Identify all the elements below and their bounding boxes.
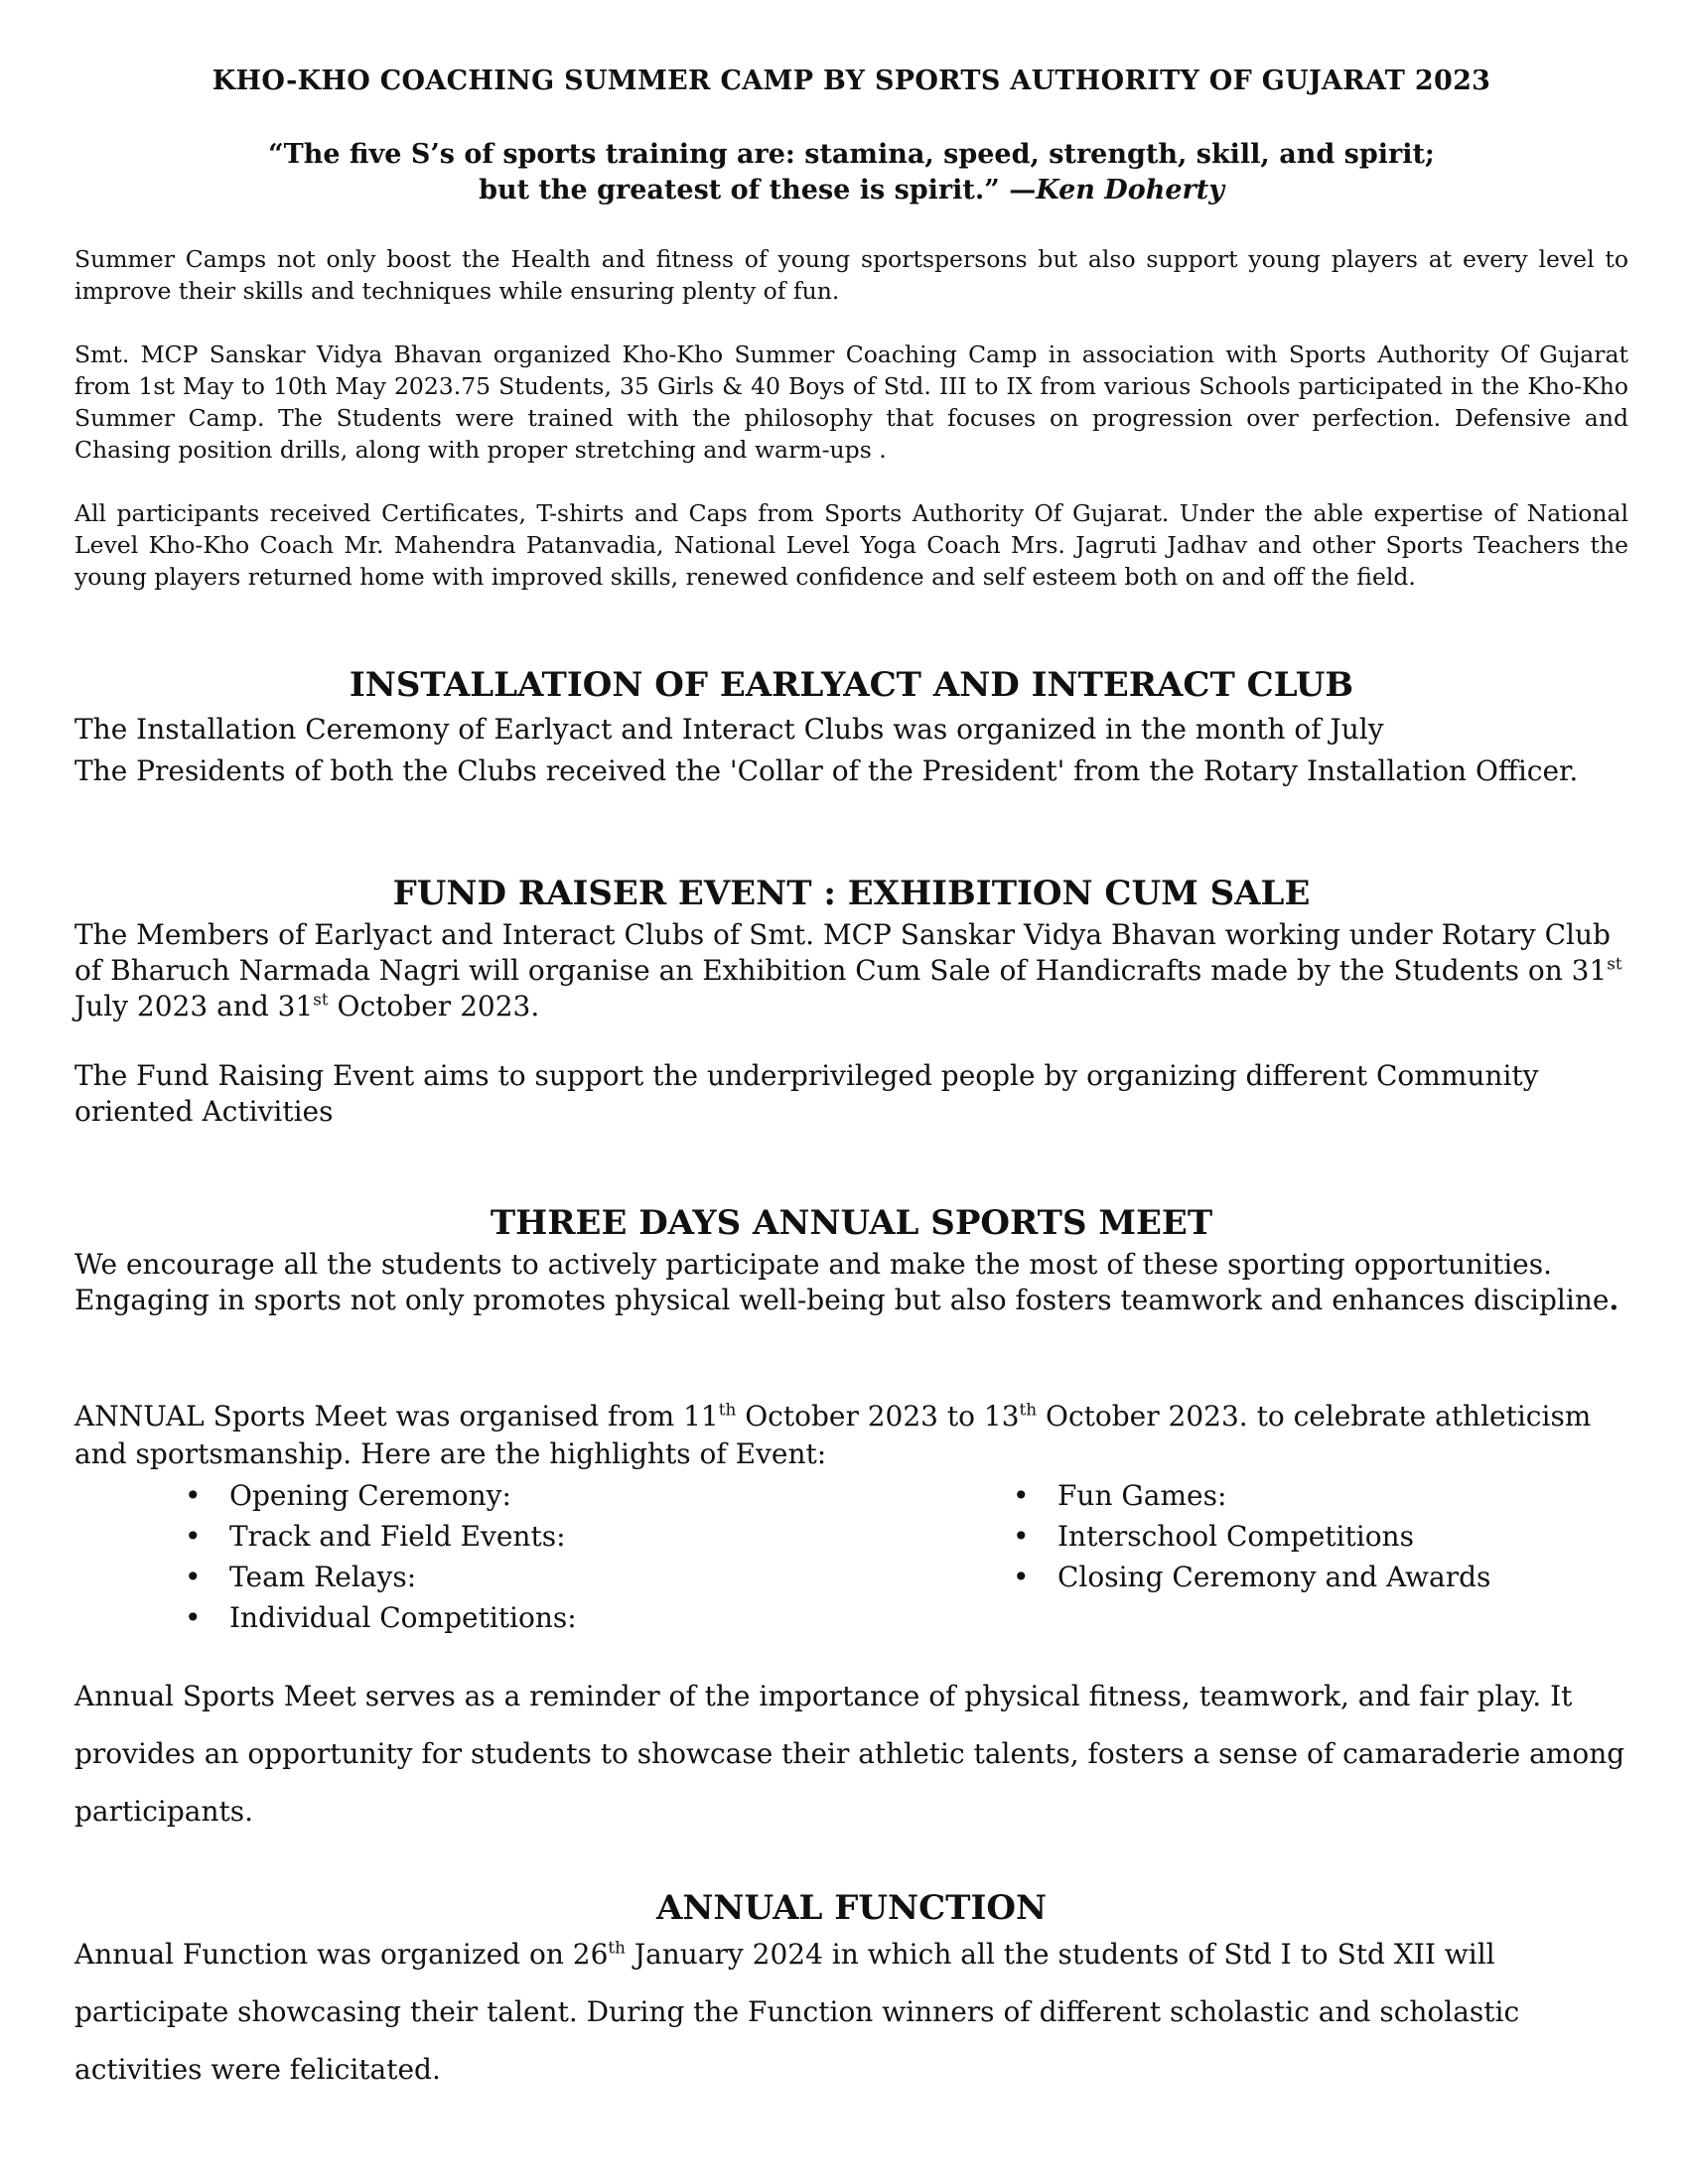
quote-text: but the greatest of these is spirit.” — [479, 175, 1037, 205]
highlights-list-right [1013, 1475, 1628, 1597]
sports-paragraph-2 [74, 1398, 1628, 1473]
function-sup: th [608, 1937, 626, 1958]
sports-paragraph-1 [74, 1247, 1628, 1318]
kho-paragraph-1: Summer Camps not only boost the Health and fitness of young sportspersons but also support young players at every level to improve their skills and techniques while ensuring plenty of fun. [74, 245, 1628, 305]
fund-paragraph-2: The Fund Raising Event aims to support the underprivileged people by organizing different Community oriented Activities [74, 1059, 1539, 1128]
quote [74, 137, 1628, 208]
list-item: • Interschool Competitions [1013, 1516, 1628, 1557]
kho-kho-heading: KHO-KHO COACHING SUMMER CAMP BY SPORTS AUTHORITY OF GUJARAT 2023 [211, 66, 1491, 96]
function-heading: ANNUAL FUNCTION [655, 1888, 1048, 1928]
function-text-a: Annual Function was organized on 26 [74, 1938, 609, 1971]
installation-line-1: The Installation Ceremony of Earlyact and Interact Clubs was organized in the month of July [74, 713, 1384, 746]
fund-heading: FUND RAISER EVENT : EXHIBITION CUM SALE [392, 874, 1311, 913]
sports-text-2c: October 2023. to celebrate athleticism and sportsmanship. Here are the highlights of Event: [74, 1400, 1592, 1470]
quote-line-2 [74, 173, 1628, 208]
quote-line-1: “The five S’s of sports training are: stamina, speed, strength, skill, and spirit; [268, 139, 1435, 170]
list-item: • Opening Ceremony: [185, 1475, 979, 1516]
installation-text [74, 709, 1628, 792]
list-item: • Fun Games: [1013, 1475, 1628, 1516]
sports-heading: THREE DAYS ANNUAL SPORTS MEET [490, 1203, 1213, 1243]
highlights-list-left [185, 1475, 979, 1638]
fund-sup-2: st [313, 989, 329, 1010]
function-text-b: January 2024 in which all the students of Std I to Std XII will participate showcasing their talent. During the Function winners of different scholastic and scholastic activities were felicitated. [74, 1938, 1520, 2086]
kho-paragraph-2: Smt. MCP Sanskar Vidya Bhavan organized Kho-Kho Summer Coaching Camp in association with Sports Authority Of Gujarat from 1st May to 10th May 2023.75 Students, 35 Girls & 40 Boys of Std. III to IX from various Schools participated in the Kho-Kho Summer Camp. The Students were trained with the philosophy that focuses on progression over perfection. Defensive and Chasing position drills, along with proper stretching and warm-ups . [74, 341, 1628, 464]
sports-paragraph-3: Annual Sports Meet serves as a reminder of the importance of physical fitness, teamwork, and fair play. It provides an opportunity for students to showcase their athletic talents, fosters a sense of camaraderie among participants. [74, 1680, 1625, 1828]
sports-sup-1: th [718, 1399, 737, 1420]
sports-text-2a: ANNUAL Sports Meet was organised from 11 [74, 1400, 719, 1433]
fund-text-a: The Members of Earlyact and Interact Clubs of Smt. MCP Sanskar Vidya Bhavan working under Rotary Club of Bharuch Narmada Nagri will organise an Exhibition Cum Sale of Handicrafts made by the Students on 31 [74, 918, 1611, 987]
sports-text-1-end: . [1609, 1284, 1619, 1316]
installation-heading: INSTALLATION OF EARLYACT AND INTERACT CLUB [349, 665, 1354, 705]
list-item: • Track and Field Events: [185, 1516, 979, 1557]
quote-author: Ken Doherty [1036, 175, 1224, 205]
installation-line-2: The Presidents of both the Clubs received the 'Collar of the President' from the Rotary Installation Officer. [74, 754, 1579, 787]
fund-text-c: October 2023. [328, 990, 540, 1023]
sports-sup-2: th [1019, 1399, 1038, 1420]
function-paragraph [74, 1926, 1628, 2099]
sports-text-1: We encourage all the students to actively participate and make the most of these sporting opportunities. Engaging in sports not only promotes physical well-being but also fosters teamwork and enhances discipline [74, 1248, 1610, 1316]
fund-sup-1: st [1607, 953, 1622, 974]
sports-text-2b: October 2023 to 13 [736, 1400, 1020, 1433]
fund-text-b: July 2023 and 31 [74, 990, 314, 1023]
kho-paragraph-3: All participants received Certificates, T-shirts and Caps from Sports Authority Of Gujarat. Under the able expertise of National Level Kho-Kho Coach Mr. Mahendra Patanvadia, National Level Yoga Coach Mrs. Jagruti Jadhav and other Sports Teachers the young players returned home with improved skills, renewed confidence and self esteem both on and off the field. [74, 499, 1628, 591]
list-item: • Individual Competitions: [185, 1597, 979, 1638]
list-item: • Team Relays: [185, 1557, 979, 1597]
fund-paragraph-1 [74, 917, 1628, 1024]
list-item: • Closing Ceremony and Awards [1013, 1557, 1628, 1597]
